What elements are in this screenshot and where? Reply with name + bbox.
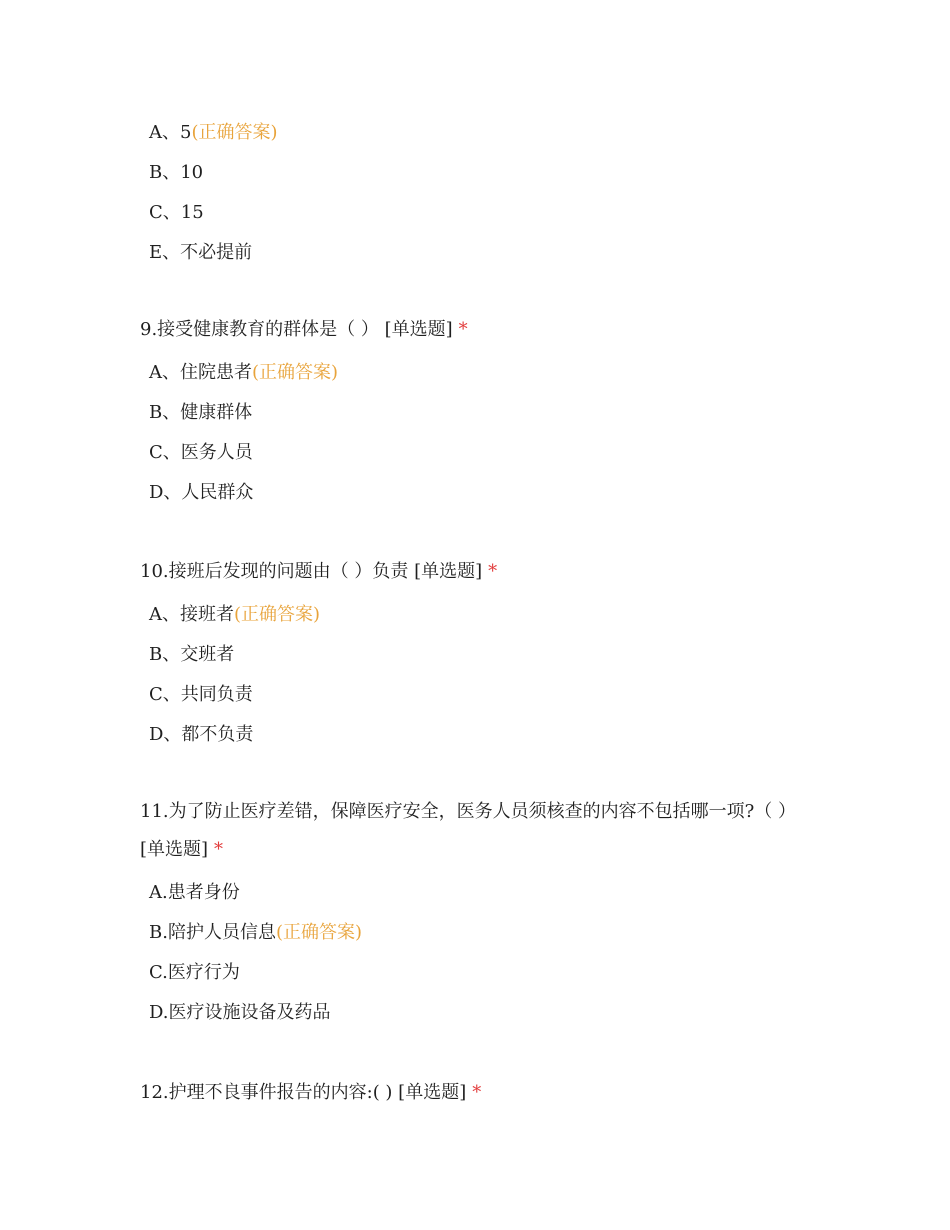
option-9-a[interactable] [149, 361, 820, 385]
question-11 [140, 793, 810, 1041]
question-title [140, 553, 820, 591]
option-10-c[interactable] [149, 683, 820, 707]
option-10-d[interactable] [149, 723, 820, 747]
option-label: D.医疗设施设备及药品 [149, 1002, 331, 1023]
question-8 [140, 121, 820, 281]
option-11-c[interactable] [149, 961, 810, 985]
option-9-d[interactable] [149, 481, 820, 505]
required-mark: * [458, 319, 468, 340]
option-label: A、5 [149, 122, 192, 143]
option-11-d[interactable] [149, 1001, 810, 1025]
option-9-b[interactable] [149, 401, 820, 425]
correct-answer-mark: (正确答案) [234, 604, 321, 625]
required-mark: * [488, 561, 498, 582]
option-label: C、医务人员 [149, 442, 253, 463]
option-label: A、接班者 [149, 604, 234, 625]
option-8-b[interactable] [149, 161, 820, 185]
question-title [140, 793, 810, 869]
option-label: D、都不负责 [149, 724, 254, 745]
option-label: C.医疗行为 [149, 962, 240, 983]
question-9 [140, 311, 820, 521]
option-8-e[interactable] [149, 241, 820, 265]
option-label: D、人民群众 [149, 482, 254, 503]
option-11-b[interactable] [149, 921, 810, 945]
question-title [140, 311, 820, 349]
option-label: A、住院患者 [149, 362, 252, 383]
correct-answer-mark: (正确答案) [275, 922, 362, 943]
question-10 [140, 553, 820, 763]
option-9-c[interactable] [149, 441, 820, 465]
option-label: E、不必提前 [149, 242, 253, 263]
required-mark: * [214, 839, 224, 860]
correct-answer-mark: (正确答案) [191, 122, 278, 143]
option-label: A.患者身份 [149, 882, 240, 903]
option-label: B、健康群体 [149, 402, 253, 423]
question-12 [140, 1074, 820, 1112]
option-11-a[interactable] [149, 881, 810, 905]
required-mark: * [472, 1082, 482, 1103]
option-8-a[interactable] [149, 121, 820, 145]
option-label: B、交班者 [149, 644, 235, 665]
option-10-a[interactable] [149, 603, 820, 627]
question-text: 10.接班后发现的问题由（ ）负责 [单选题] [140, 561, 483, 582]
option-10-b[interactable] [149, 643, 820, 667]
option-8-c[interactable] [149, 201, 820, 225]
option-label: C、共同负责 [149, 684, 253, 705]
question-text: 9.接受健康教育的群体是（ ） [单选题] [140, 319, 453, 340]
option-label: B、10 [149, 162, 204, 183]
question-title [140, 1074, 820, 1112]
option-label: C、15 [149, 202, 204, 223]
correct-answer-mark: (正确答案) [252, 362, 339, 383]
option-label: B.陪护人员信息 [149, 922, 276, 943]
question-text: 12.护理不良事件报告的内容:( ) [单选题] [140, 1082, 467, 1103]
question-text: 11.为了防止医疗差错，保障医疗安全，医务人员须核查的内容不包括哪一项?（ ）[单选题] [140, 801, 796, 860]
